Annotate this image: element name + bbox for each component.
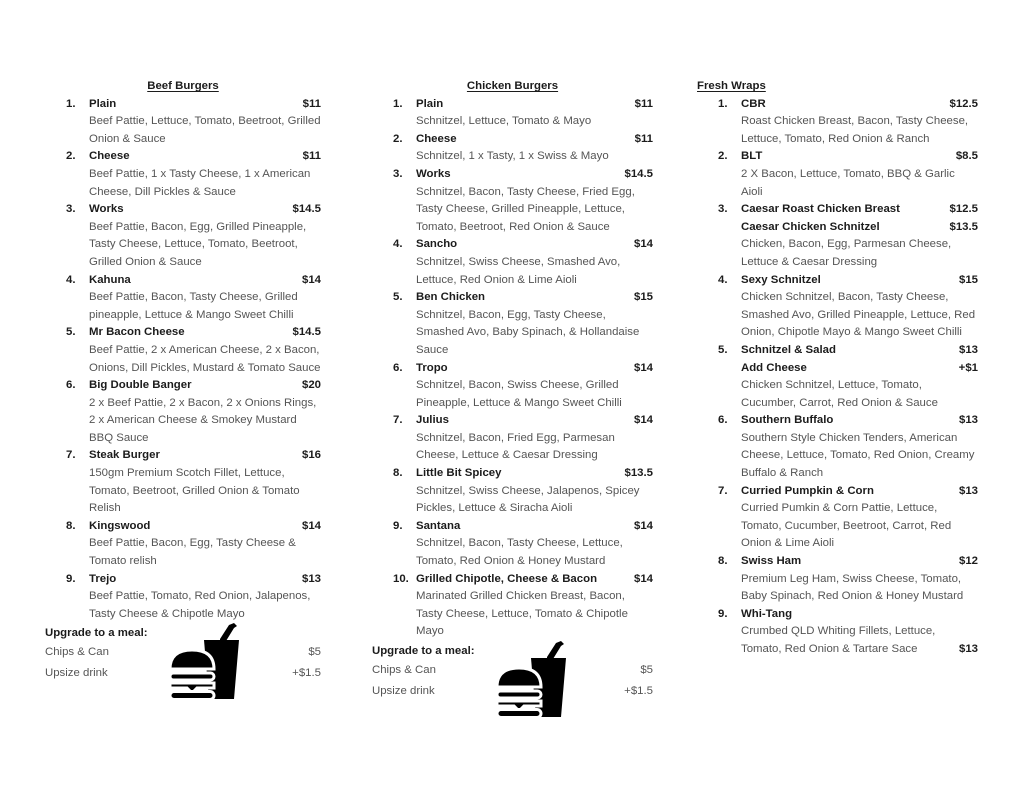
item-description: [89, 289, 321, 324]
upgrade-label: Chips & Can: [372, 664, 436, 676]
item-name: Cheese: [416, 132, 457, 145]
menu-item-header: [45, 377, 321, 395]
menu-item: [697, 606, 978, 659]
item-name: Kahuna: [89, 273, 131, 286]
item-name: Ben Chicken: [416, 291, 485, 304]
item-price: $12.5: [949, 97, 978, 110]
menu-item-header: [697, 96, 978, 114]
column-beef-burgers: [45, 78, 321, 684]
menu-item-header: [45, 324, 321, 342]
column-title-text: Chicken Burgers: [466, 80, 559, 92]
menu-item: [45, 324, 321, 377]
item-price: $12.5: [949, 203, 978, 216]
menu-item-header: [697, 360, 978, 378]
item-description-text: Premium Leg Ham, Swiss Cheese, Tomato, Baby Spinach, Red Onion & Honey Mustard: [741, 572, 964, 603]
item-name: Plain: [416, 97, 444, 110]
item-price: $11: [302, 150, 321, 163]
column-title-beef-burgers: [45, 78, 321, 96]
menu-item: [45, 447, 321, 517]
menu-item: [372, 518, 653, 571]
item-name: Southern Buffalo: [741, 414, 834, 427]
menu-item-header: [45, 272, 321, 290]
item-price: $14: [301, 273, 321, 286]
menu-item-header: [372, 360, 653, 378]
item-description-text: Southern Style Chicken Tenders, American Cheese, Lettuce, Tomato, Red Onion, Creamy Buffalo & Ranch: [741, 431, 975, 480]
item-name: Schnitzel & Salad: [741, 343, 836, 356]
item-description: [416, 588, 653, 641]
item-name: Sexy Schnitzel: [741, 273, 821, 286]
item-price: $11: [302, 97, 321, 110]
item-description-text: Beef Pattie, Lettuce, Tomato, Beetroot, Grilled Onion & Sauce: [89, 115, 321, 145]
item-name: Works: [89, 203, 124, 216]
item-price: $14: [633, 238, 653, 251]
item-description: [416, 483, 653, 518]
item-description-text: Schnitzel, Bacon, Tasty Cheese, Fried Egg, Tasty Cheese, Grilled Pineapple, Lettuce, Tomato, Beetroot, Red Onion & Sauce: [416, 185, 635, 233]
item-description-text: Schnitzel, 1 x Tasty, 1 x Swiss & Mayo: [416, 150, 609, 163]
item-description-text: Beef Pattie, 1 x Tasty Cheese, 1 x American Cheese, Dill Pickles & Sauce: [89, 167, 311, 198]
item-description: [741, 289, 978, 342]
item-number: 4.: [66, 273, 76, 286]
column-title-chicken-burgers: [372, 78, 653, 96]
menu-item: [45, 201, 321, 271]
item-number: [718, 219, 741, 237]
item-description-text: Schnitzel, Swiss Cheese, Jalapenos, Spicey Pickles, Lettuce & Siracha Aioli: [416, 484, 640, 515]
menu-item-header: [372, 412, 653, 430]
upgrade-heading: Upgrade to a meal:: [372, 645, 475, 657]
menu-item: [697, 96, 978, 149]
menu-item-header: [372, 131, 653, 149]
item-description-text: Marinated Grilled Chicken Breast, Bacon, Tasty Cheese, Lettuce, Tomato & Chipotle Mayo: [416, 590, 628, 638]
item-number: 8.: [718, 555, 728, 568]
menu-item-header: [45, 201, 321, 219]
upgrade-price: $5: [308, 646, 321, 659]
item-description: [416, 113, 653, 131]
item-description-text: Schnitzel, Bacon, Egg, Tasty Cheese, Smashed Avo, Baby Spinach, & Hollandaise Sauce: [416, 308, 640, 356]
menu-item: [372, 166, 653, 236]
item-number: 4.: [393, 238, 403, 251]
column-title-fresh-wraps: [697, 78, 978, 96]
menu-item: [372, 412, 653, 465]
item-description-text: Beef Pattie, Bacon, Egg, Tasty Cheese & Tomato relish: [89, 537, 296, 568]
item-price: $14: [633, 572, 653, 585]
menu-item-header: [45, 96, 321, 114]
item-description-text: Beef Pattie, Bacon, Egg, Grilled Pineapple, Tasty Cheese, Lettuce, Tomato, Beetroot, Grilled Onion & Sauce: [89, 220, 307, 268]
menu-item-header: [372, 236, 653, 254]
item-description: [89, 113, 321, 148]
item-name: Julius: [416, 414, 449, 427]
item-name: Santana: [416, 519, 461, 532]
item-name: Curried Pumpkin & Corn: [741, 484, 874, 497]
menu-item: [372, 96, 653, 131]
menu-item: [372, 131, 653, 166]
menu-item-header: [372, 571, 653, 589]
menu-item: [45, 96, 321, 149]
item-description: [89, 219, 321, 272]
item-description: [416, 430, 653, 465]
menu-item-header: [697, 606, 978, 624]
menu-item: [697, 342, 978, 412]
item-number: 7.: [718, 484, 728, 497]
item-name: Swiss Ham: [741, 555, 802, 568]
item-description: [89, 588, 321, 623]
menu-item: [697, 201, 978, 271]
upgrade-label: Upsize drink: [45, 667, 108, 680]
item-description: [89, 395, 321, 448]
item-description: [89, 342, 321, 377]
menu-item: [697, 148, 978, 201]
menu-item: [372, 465, 653, 518]
item-price: $15: [633, 291, 653, 304]
item-description: [741, 500, 978, 553]
menu-item-header: [372, 465, 653, 483]
item-name: Plain: [89, 97, 117, 110]
menu-item: [372, 236, 653, 289]
item-description: [416, 307, 653, 360]
item-name: Sancho: [416, 238, 458, 251]
menu-item-header: [45, 447, 321, 465]
item-description-text: Curried Pumkin & Corn Pattie, Lettuce, Tomato, Cucumber, Beetroot, Carrot, Red Onion & Lime Aioli: [741, 502, 952, 550]
item-name: Grilled Chipotle, Cheese & Bacon: [416, 572, 598, 585]
menu-item-header: [697, 342, 978, 360]
item-description: [416, 254, 653, 289]
item-number: 2.: [718, 150, 728, 163]
item-description: [741, 113, 978, 148]
item-name: Mr Bacon Cheese: [89, 326, 185, 339]
menu-item-header: [372, 289, 653, 307]
upgrade-label: Upsize drink: [372, 685, 435, 697]
item-description: [741, 236, 978, 271]
item-price: $15: [958, 273, 978, 286]
item-price: $14: [301, 519, 321, 532]
item-price: $14: [633, 414, 653, 427]
item-price: $14.5: [292, 203, 321, 216]
item-number: 2.: [66, 150, 76, 163]
menu-item-list: [697, 96, 978, 659]
menu-item-header: [372, 518, 653, 536]
item-name: Little Bit Spicey: [416, 467, 502, 480]
item-description-text: Schnitzel, Bacon, Swiss Cheese, Grilled Pineapple, Lettuce & Mango Sweet Chilli: [416, 379, 622, 409]
item-price: $14.5: [624, 167, 653, 180]
menu-item: [697, 483, 978, 553]
item-number: 7.: [66, 449, 76, 462]
item-name: Whi-Tang: [741, 607, 793, 620]
upgrade-heading: Upgrade to a meal:: [45, 627, 148, 640]
upgrade-section: [372, 642, 653, 702]
item-name: Caesar Roast Chicken Breast: [741, 203, 900, 216]
column-title-text: Fresh Wraps: [697, 80, 766, 92]
item-name: Big Double Banger: [89, 379, 192, 392]
item-price: $8.5: [955, 150, 978, 163]
item-number: 1.: [718, 97, 728, 110]
upgrade-label: Chips & Can: [45, 646, 109, 659]
item-description: [89, 535, 321, 570]
item-description: [416, 535, 653, 570]
item-description: [416, 377, 653, 412]
column-title-text: Beef Burgers: [147, 80, 219, 92]
item-description-text: Beef Pattie, 2 x American Cheese, 2 x Bacon, Onions, Dill Pickles, Mustard & Tomato Sauce: [89, 343, 321, 374]
item-name: CBR: [741, 97, 766, 110]
item-price: $14: [633, 361, 653, 374]
item-number: 9.: [393, 519, 403, 532]
item-name: Works: [416, 167, 451, 180]
item-price: $13.5: [949, 220, 978, 233]
item-price: $13: [958, 343, 978, 356]
item-price: $11: [634, 132, 653, 145]
item-description-text: Chicken, Bacon, Egg, Parmesan Cheese, Lettuce & Caesar Dressing: [741, 238, 952, 268]
item-description-text: Beef Pattie, Tomato, Red Onion, Jalapenos, Tasty Cheese & Chipotle Mayo: [89, 590, 311, 620]
item-number: 9.: [718, 607, 728, 620]
burger-and-drink-icon: [494, 640, 572, 720]
upgrade-price: $5: [640, 664, 653, 676]
item-description-text: 150gm Premium Scotch Fillet, Lettuce, Tomato, Beetroot, Grilled Onion & Tomato Relish: [89, 467, 300, 515]
item-name: BLT: [741, 150, 763, 163]
item-name: Tropo: [416, 361, 448, 374]
item-description: [741, 377, 978, 412]
menu-item-header: [372, 96, 653, 114]
item-description: [741, 430, 978, 483]
menu-item: [45, 272, 321, 325]
menu-item-header: [697, 553, 978, 571]
item-description-text: Chicken Schnitzel, Bacon, Tasty Cheese, Smashed Avo, Grilled Pineapple, Lettuce, Red Onion, Chipotle Mayo & Mango Sweet Chilli: [741, 291, 976, 339]
item-number: 6.: [718, 414, 728, 427]
item-description-text: Roast Chicken Breast, Bacon, Tasty Cheese, Lettuce, Tomato, Red Onion & Ranch: [741, 115, 969, 145]
item-description: [89, 166, 321, 201]
item-name: Steak Burger: [89, 449, 160, 462]
item-description: [741, 571, 978, 606]
item-price: $13.5: [624, 467, 653, 480]
item-description-text: 2 x Beef Pattie, 2 x Bacon, 2 x Onions Rings, 2 x American Cheese & Smokey Mustard BBQ Sauce: [89, 396, 317, 444]
menu-item-header: [697, 412, 978, 430]
menu-item: [372, 571, 653, 641]
column-chicken-burgers: [372, 78, 653, 702]
item-name: Caesar Chicken Schnitzel: [741, 220, 880, 233]
item-number: 7.: [393, 414, 403, 427]
item-price: $14.5: [292, 326, 321, 339]
item-description-text: Beef Pattie, Bacon, Tasty Cheese, Grilled pineapple, Lettuce & Mango Sweet Chilli: [89, 291, 298, 321]
item-number: 5.: [66, 326, 76, 339]
menu-item-header: [45, 148, 321, 166]
item-price: $14: [633, 519, 653, 532]
item-price: $20: [301, 379, 321, 392]
item-description-price: $13: [958, 643, 978, 655]
menu-item: [45, 377, 321, 447]
menu-item-header: [697, 148, 978, 166]
item-description-text: Schnitzel, Bacon, Tasty Cheese, Lettuce, Tomato, Red Onion & Honey Mustard: [416, 537, 623, 568]
item-price: $13: [958, 414, 978, 427]
item-description-text: 2 X Bacon, Lettuce, Tomato, BBQ & Garlic Aioli: [741, 167, 955, 198]
item-description: [741, 166, 978, 201]
item-number: 9.: [66, 572, 76, 585]
item-number: 8.: [393, 467, 403, 480]
menu-item: [697, 272, 978, 342]
burger-and-drink-icon: [167, 622, 245, 702]
item-description: [416, 184, 653, 237]
menu-item-list: [45, 96, 321, 624]
item-number: 1.: [66, 97, 76, 110]
item-number: 3.: [66, 203, 76, 216]
item-number: 2.: [393, 132, 403, 145]
upgrade-price: +$1.5: [624, 685, 653, 697]
item-number: 4.: [718, 273, 728, 286]
item-price: $13: [301, 572, 321, 585]
item-description: [416, 148, 653, 166]
item-description-text: Chicken Schnitzel, Lettuce, Tomato, Cucumber, Carrot, Red Onion & Sauce: [741, 379, 938, 409]
item-price: $12: [958, 555, 978, 568]
menu-item: [45, 571, 321, 624]
item-number: 6.: [66, 379, 76, 392]
item-number: 6.: [393, 361, 403, 374]
item-description-text: Schnitzel, Lettuce, Tomato & Mayo: [416, 115, 592, 128]
item-description-text: Schnitzel, Bacon, Fried Egg, Parmesan Cheese, Lettuce & Caesar Dressing: [416, 431, 615, 462]
item-name: Add Cheese: [741, 361, 807, 374]
menu-item-header: [45, 518, 321, 536]
menu-item-header: [697, 272, 978, 290]
menu-item-header: [45, 571, 321, 589]
menu-item-header: [697, 483, 978, 501]
item-description: [741, 623, 978, 658]
menu-item: [45, 148, 321, 201]
item-description: [89, 465, 321, 518]
upgrade-section: [45, 624, 321, 684]
item-number: [718, 360, 741, 378]
menu-item: [372, 289, 653, 359]
menu-item-header: [697, 201, 978, 219]
item-number: 1.: [393, 97, 403, 110]
item-price: $13: [958, 484, 978, 497]
column-fresh-wraps: [697, 78, 978, 659]
item-number: 3.: [718, 203, 728, 216]
item-number: 3.: [393, 167, 403, 180]
menu-item: [697, 412, 978, 482]
menu-item-list: [372, 96, 653, 641]
item-price: +$1: [958, 361, 978, 374]
menu-item: [372, 360, 653, 413]
item-price: $11: [634, 97, 653, 110]
item-number: 5.: [393, 291, 403, 304]
menu-item: [697, 553, 978, 606]
menu-item: [45, 518, 321, 571]
item-name: Cheese: [89, 150, 130, 163]
menu-item-header: [372, 166, 653, 184]
upgrade-price: +$1.5: [292, 667, 321, 680]
menu-item-header: [697, 219, 978, 237]
item-name: Trejo: [89, 572, 117, 585]
item-description-text: Crumbed QLD Whiting Fillets, Lettuce, Tomato, Red Onion & Tartare Sace: [741, 625, 936, 655]
item-description-text: Schnitzel, Swiss Cheese, Smashed Avo, Lettuce, Red Onion & Lime Aioli: [416, 255, 621, 286]
item-number: 8.: [66, 519, 76, 532]
item-number: 5.: [718, 343, 728, 356]
item-number: 10.: [393, 572, 409, 585]
item-price: $16: [301, 449, 321, 462]
item-name: Kingswood: [89, 519, 151, 532]
